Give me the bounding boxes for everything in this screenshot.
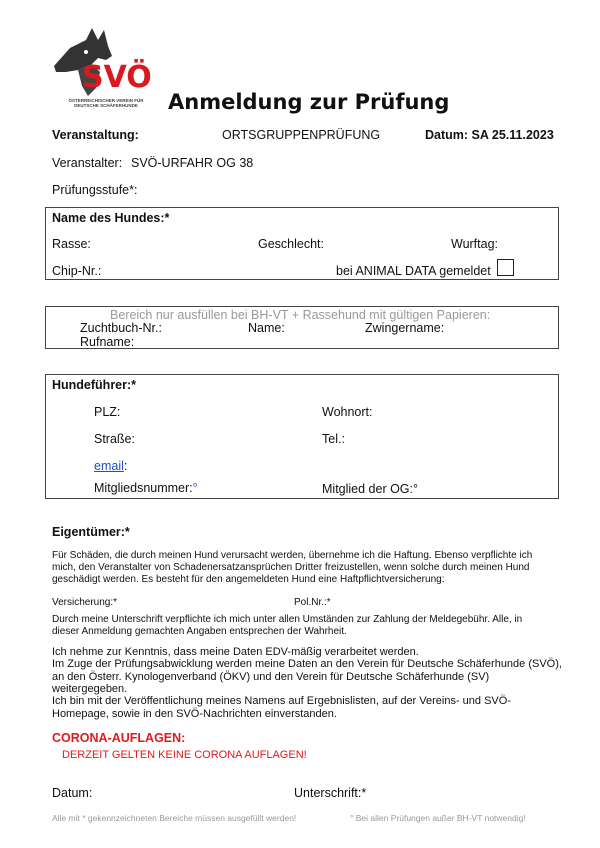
event-value: ORTSGRUPPENPRÜFUNG xyxy=(222,128,381,142)
pedigree-note: Bereich nur ausfüllen bei BH-VT + Rassehund mit gültigen Papieren: xyxy=(110,308,491,322)
publication-consent-text: Ich bin mit der Veröffentlichung meines Namens auf Ergebnislisten, auf der Vereins- und SVÖ-Homepage, sowie in den SVÖ-Nachrichten einverstanden. xyxy=(52,695,511,720)
member-no-label: Mitgliedsnummer: xyxy=(94,481,193,495)
studbook-label: Zuchtbuch-Nr.: xyxy=(80,321,162,335)
footer-note-degree: ° Bei allen Prüfungen außer BH-VT notwendig! xyxy=(350,813,526,823)
email-row xyxy=(94,459,127,473)
member-no-row xyxy=(94,481,198,495)
signature-obligation-text: Durch meine Unterschrift verpflichte ich mich unter allen Umständen zur Zahlung der Meldegebühr. Alle, in dieser Anmeldung gemachten Angaben entsprechen der Wahrheit. xyxy=(52,614,523,637)
dog-name-label: Name des Hundes:* xyxy=(52,211,170,225)
sex-label: Geschlecht: xyxy=(258,237,325,251)
chip-label: Chip-Nr.: xyxy=(52,264,102,278)
footer-signature-label: Unterschrift:* xyxy=(294,786,367,800)
handler-title: Hundeführer:* xyxy=(52,378,137,392)
exam-level-label: Prüfungsstufe*: xyxy=(52,183,138,197)
corona-title: CORONA-AUFLAGEN: xyxy=(52,731,186,745)
event-label: Veranstaltung: xyxy=(52,128,139,142)
logo-brand: SVÖ xyxy=(82,60,152,95)
city-label: Wohnort: xyxy=(322,405,373,419)
litter-date-label: Wurftag: xyxy=(451,237,499,251)
pedigree-name-label: Name: xyxy=(248,321,285,335)
insurance-label: Versicherung:* xyxy=(52,597,118,608)
event-date: Datum: SA 25.11.2023 xyxy=(425,128,554,142)
street-label: Straße: xyxy=(94,432,135,446)
corona-text: DERZEIT GELTEN KEINE CORONA AUFLAGEN! xyxy=(62,749,307,761)
breed-label: Rasse: xyxy=(52,237,91,251)
animal-data-checkbox[interactable] xyxy=(497,259,514,276)
footer-note-required: Alle mit * gekennzeichneten Bereiche müssen ausgefüllt werden! xyxy=(52,813,297,823)
logo-tagline: ÖSTERREICHISCHER VEREIN FÜR DEUTSCHE SCHÄFERHUNDE xyxy=(68,98,144,108)
organizer-label: Veranstalter: xyxy=(52,156,123,170)
phone-label: Tel.: xyxy=(322,432,345,446)
email-colon: : xyxy=(123,459,128,473)
email-link[interactable]: email xyxy=(94,459,124,473)
data-processing-text: Ich nehme zur Kenntnis, dass meine Daten EDV-mäßig verarbeitet werden. xyxy=(52,646,419,658)
animal-data-label: bei ANIMAL DATA gemeldet xyxy=(336,264,491,278)
kennel-label: Zwingername: xyxy=(365,321,445,335)
footer-date-label: Datum: xyxy=(52,786,93,800)
policy-label: Pol.Nr.:* xyxy=(294,597,331,608)
member-og-label: Mitglied der OG:° xyxy=(322,482,419,496)
data-transfer-text: Im Zuge der Prüfungsabwicklung werden meine Daten an den Verein für Deutsche Schäferhunde (SVÖ), an den Österr. Kynologenverband (ÖKV) und den Verein für Deutsche Schäferhunde (SV) weitergegeben. xyxy=(52,658,562,695)
page-title: Anmeldung zur Prüfung xyxy=(168,90,450,114)
zip-label: PLZ: xyxy=(94,405,121,419)
organizer-value: SVÖ-URFAHR OG 38 xyxy=(131,156,254,170)
owner-title: Eigentümer:* xyxy=(52,525,130,539)
callname-label: Rufname: xyxy=(80,335,135,349)
member-no-mark: ° xyxy=(192,481,198,495)
liability-text: Für Schäden, die durch meinen Hund verursacht werden, übernehme ich die Haftung. Ebenso verpflichte ich mich, den Veranstalter von Schadenersatzansprüchen Dritter freizustellen, wenn solche durch meinen Hund geschädigt werden. Es besteht für den angemeldeten Hund eine Haftpflichtversicherung: xyxy=(52,550,533,585)
